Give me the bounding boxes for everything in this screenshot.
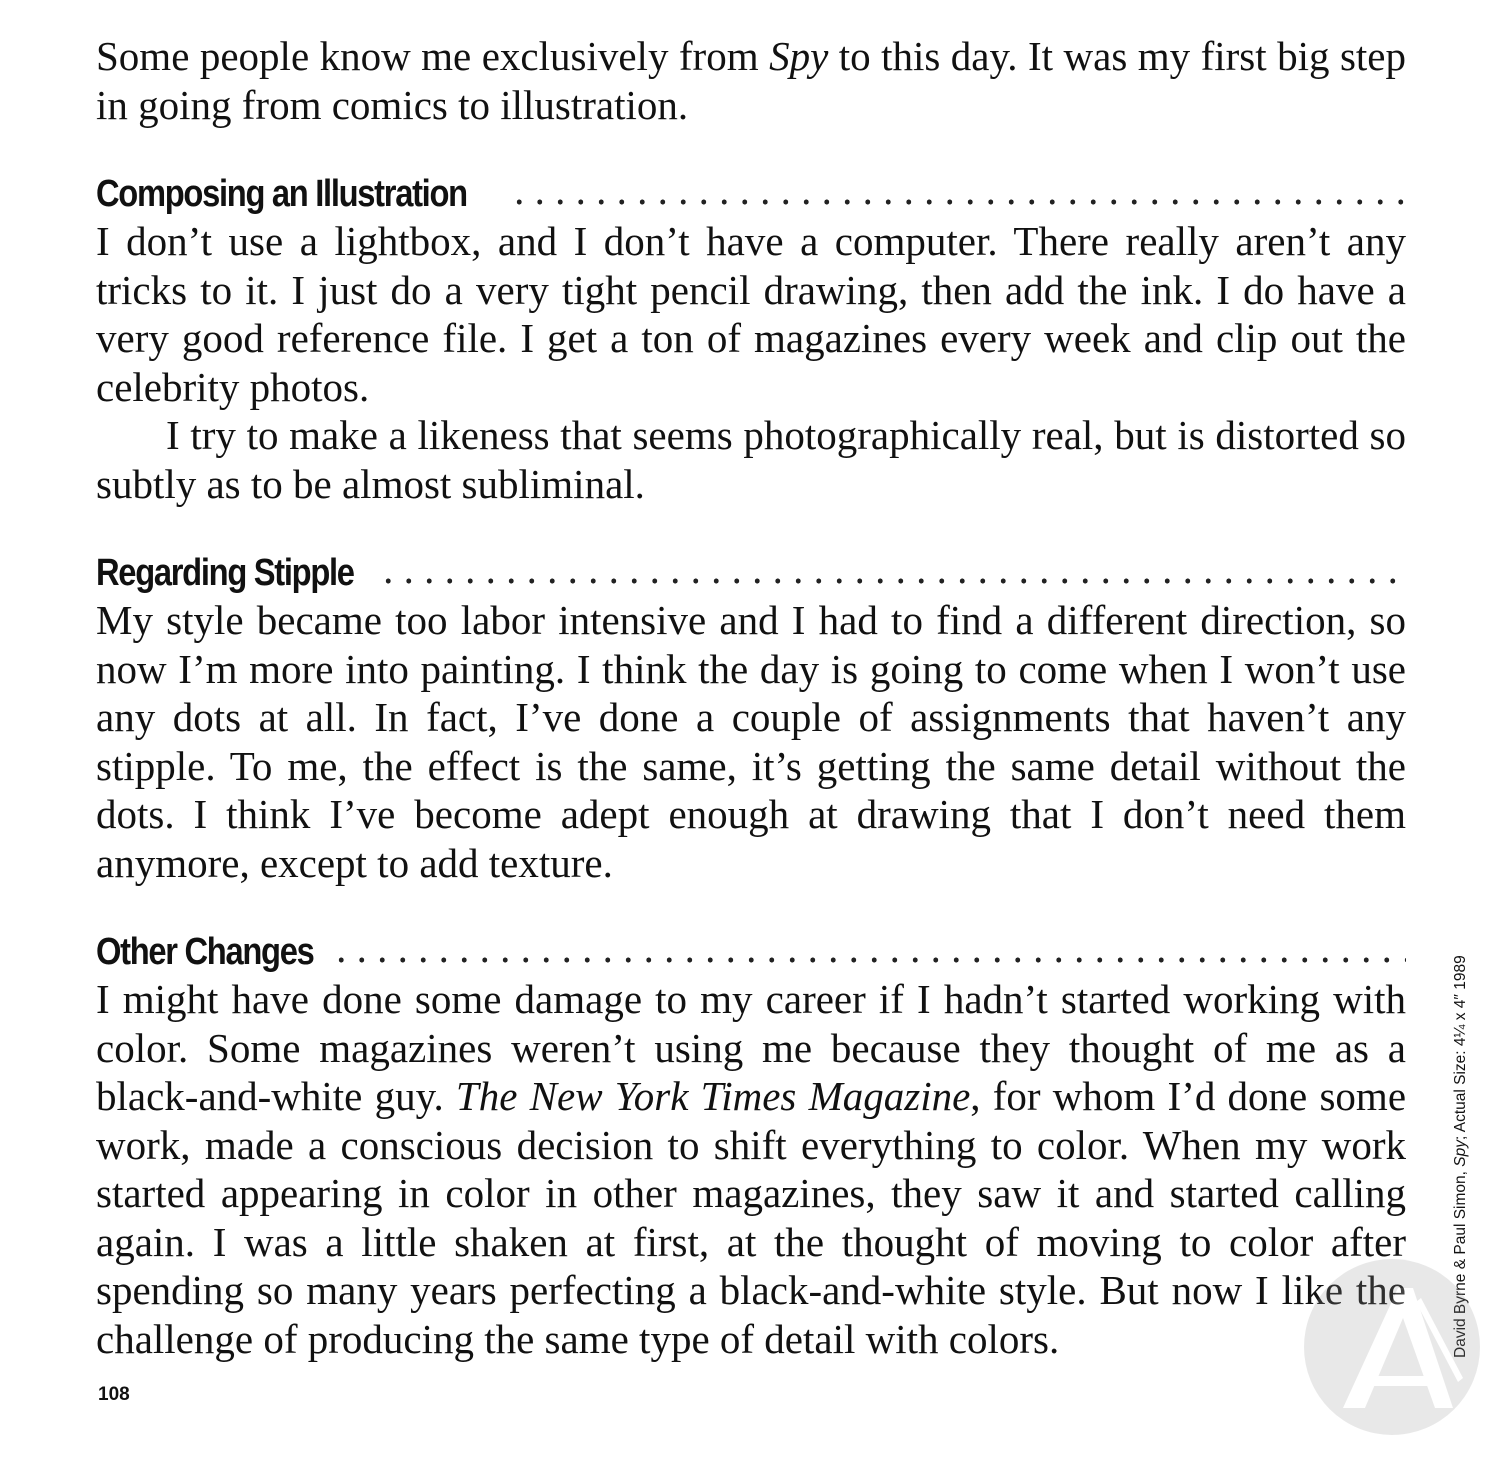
dotted-leader [378, 578, 1406, 584]
magazine-title: The New York Times Magazine [455, 1073, 971, 1119]
intro-text-end: to this day. It was my first big step in going from comics to illustration. [96, 33, 1407, 128]
other-changes-text-end: , for whom I’d done some work, made a conscious decision to shift everything to color. When my work started appearing in color in other magazines, they saw it and started calling again. I was a little shaken at first, at the thought of moving to color after spending so many years perfecting a black-and-white style. But now I like the challenge of producing the same type of detail with colors. [96, 1073, 1407, 1362]
page-number: 108 [98, 1384, 130, 1405]
composing-paragraph-1: I don’t use a lightbox, and I don’t have a computer. There really aren’t any tricks to it. I just do a very tight pencil drawing, then add the ink. I do have a very good reference file. I get a ton of magazines every week and clip out the celebrity photos. [96, 218, 1406, 410]
dotted-leader [331, 957, 1406, 963]
watermark-logo-icon [1303, 1258, 1481, 1436]
credit-publication: Spy [1452, 1140, 1469, 1167]
credit-text-start: David Byrne & Paul Simon, [1452, 1166, 1469, 1358]
intro-publication-title: Spy [769, 33, 829, 79]
intro-paragraph [96, 32, 1406, 129]
section-heading-composing: Composing an Illustration [96, 173, 467, 215]
credit-text-end: ; Actual Size: 4¼ x 4″ 1989 [1452, 955, 1469, 1141]
other-changes-paragraph [96, 975, 1406, 1363]
stipple-paragraph-1: My style became too labor intensive and I had to find a different direction, so now I’m more into painting. I think the day is going to come when I won’t use any dots at all. In fact, I’ve done a couple of assignments that haven’t any stipple. To me, the effect is the same, it’s getting the same detail without the dots. I think I’ve become adept enough at drawing that I don’t need them anymore, except to add texture. [96, 597, 1406, 886]
section-stipple [96, 546, 1406, 887]
section-heading-other-changes: Other Changes [96, 931, 314, 973]
section-other-changes [96, 925, 1406, 1363]
text-column [96, 32, 1406, 1363]
dotted-leader [509, 199, 1406, 205]
section-composing [96, 167, 1406, 508]
section-heading-row [96, 546, 1406, 594]
section-heading-stipple: Regarding Stipple [96, 552, 354, 594]
intro-text-start: Some people know me exclusively from [96, 33, 770, 79]
section-heading-row [96, 925, 1406, 973]
section-heading-row [96, 167, 1406, 215]
other-changes-text-start: I might have done some damage to my career if I hadn’t started working with color. Some magazines weren’t using me because they thought of me as a black-and-white guy. [96, 976, 1406, 1119]
composing-paragraph-2: I try to make a likeness that seems photographically real, but is distorted so subtly as to be almost subliminal. [96, 412, 1406, 507]
